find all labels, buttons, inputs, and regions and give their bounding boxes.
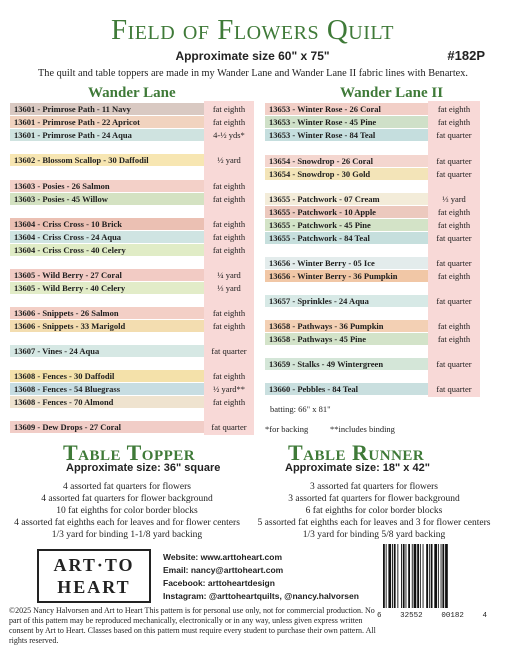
fabric-name: 13602 - Blossom Scallop - 30 Daffodil (14, 155, 149, 165)
barcode-digit-group: 00182 (441, 612, 464, 620)
fabric-name: 13659 - Stalks - 49 Wintergreen (269, 359, 384, 369)
fabric-amount: fat eighth (212, 308, 246, 318)
barcode-digit-group: 4 (482, 612, 487, 620)
barcode-bar (438, 544, 439, 608)
fabric-row (10, 193, 254, 205)
fabric-row (10, 129, 254, 141)
fabric-amount: fat eighth (212, 232, 246, 242)
website-link[interactable]: Website: www.arttoheart.com (163, 552, 283, 562)
requirement-line: 4 assorted fat eighths each for leaves and for flower centers (14, 518, 240, 528)
fabric-row (265, 193, 479, 205)
instagram-link[interactable]: Instagram: @arttoheartquilts, @nancy.halvorsen (163, 591, 359, 601)
barcode (377, 544, 487, 612)
pattern-title: Field of Flowers Quilt (111, 14, 394, 46)
fabric-row (265, 103, 479, 115)
fabric-row (10, 180, 254, 192)
pattern-number: #182P (447, 48, 485, 63)
table-topper-title: Table Topper (63, 440, 196, 465)
fabric-amount: fat eighth (437, 220, 471, 230)
barcode-bar (426, 544, 428, 608)
batting-note: batting: 66" x 81" (270, 404, 331, 414)
intro-text: The quilt and table toppers are made in my Wander Lane and Wander Lane II fabric lines with Benartex. (38, 68, 468, 79)
fabric-row (10, 370, 254, 382)
fabric-row (265, 270, 479, 282)
fabric-row (265, 320, 479, 332)
fabric-amount: fat eighth (437, 271, 471, 281)
requirement-line: 3 assorted fat quarters for flower background (288, 494, 460, 504)
fabric-amount: ½ yard (217, 155, 241, 165)
fabric-row (10, 154, 254, 166)
fabric-name: 13604 - Criss Cross - 40 Celery (14, 245, 126, 255)
barcode-bar (386, 544, 387, 608)
fabric-row (10, 282, 254, 294)
barcode-bar (397, 544, 398, 608)
fabric-amount: fat eighth (437, 334, 471, 344)
barcode-bar (429, 544, 430, 608)
fabric-name: 13657 - Sprinkles - 24 Aqua (269, 296, 369, 306)
fabric-name: 13653 - Winter Rose - 26 Coral (269, 104, 381, 114)
barcode-bar (414, 544, 417, 608)
barcode-bar (445, 544, 448, 608)
fabric-name: 13658 - Pathways - 36 Pumpkin (269, 321, 384, 331)
fabric-row (265, 358, 479, 370)
fabric-amount: fat eighth (437, 207, 471, 217)
fabric-name: 13655 - Patchwork - 10 Apple (269, 207, 376, 217)
table-topper-requirements (12, 481, 242, 541)
fabric-row (265, 206, 479, 218)
table-runner-title: Table Runner (288, 440, 425, 465)
fabric-amount: fat quarter (436, 233, 472, 243)
fabric-row (10, 269, 254, 281)
fabric-amount: fat quarter (436, 258, 472, 268)
barcode-bar (394, 544, 396, 608)
fabric-row (265, 168, 479, 180)
fabric-row (265, 333, 479, 345)
fabric-name: 13653 - Winter Rose - 84 Teal (269, 130, 376, 140)
fabric-name: 13608 - Fences - 30 Daffodil (14, 371, 115, 381)
fabric-amount: fat quarter (436, 359, 472, 369)
barcode-digit-group: 6 (377, 612, 382, 620)
barcode-bar (423, 544, 424, 608)
email-link[interactable]: Email: nancy@arttoheart.com (163, 565, 284, 575)
barcode-bar (408, 544, 410, 608)
logo-line-1: ART·TO (53, 555, 135, 575)
table-topper-size: Approximate size: 36" square (66, 462, 221, 474)
fabric-amount: fat eighth (437, 321, 471, 331)
fabric-amount: fat eighth (212, 245, 246, 255)
art-to-heart-logo (37, 549, 151, 603)
fabric-name: 13654 - Snowdrop - 30 Gold (269, 169, 371, 179)
barcode-bar (420, 544, 421, 608)
requirement-line: 6 fat eighths for color border blocks (305, 506, 443, 516)
fabric-row (265, 129, 479, 141)
fabric-name: 13656 - Winter Berry - 05 Ice (269, 258, 375, 268)
fabric-row (10, 421, 254, 433)
requirement-line: 1/3 yard for binding 5/8 yard backing (302, 530, 446, 540)
fabric-row (265, 257, 479, 269)
barcode-bar (417, 544, 419, 608)
fabric-row (10, 396, 254, 408)
fabric-row (10, 103, 254, 115)
fabric-amount: fat quarter (436, 169, 472, 179)
fabric-name: 13654 - Snowdrop - 26 Coral (269, 156, 373, 166)
requirement-line: 4 assorted fat quarters for flower background (41, 494, 213, 504)
fabric-amount: fat eighth (212, 397, 246, 407)
fabric-amount: fat eighth (212, 371, 246, 381)
copyright-notice: ©2025 Nancy Halvorsen and Art to Heart This pattern is for personal use only, not for commercial production. No part of this pattern may be reproduced mechanically, electronically or in any way, unless given express written consent by Art to Heart. Classes based on this pattern must require every student to purchase their own pattern. All rights reserved. (9, 606, 376, 645)
barcode-bar (403, 544, 405, 608)
fabric-amount: fat eighth (212, 117, 246, 127)
fabric-name: 13658 - Pathways - 45 Pine (269, 334, 367, 344)
barcode-bar (401, 544, 402, 608)
table-runner-size: Approximate size: 18" x 42" (285, 462, 430, 474)
wander-lane-heading: Wander Lane (88, 85, 176, 101)
fabric-row (265, 155, 479, 167)
fabric-name: 13601 - Primrose Path - 24 Aqua (14, 130, 132, 140)
fabric-name: 13608 - Fences - 54 Bluegrass (14, 384, 121, 394)
barcode-digits (377, 612, 487, 620)
fabric-row (10, 383, 254, 395)
fabric-name: 13605 - Wild Berry - 27 Coral (14, 270, 122, 280)
fabric-name: 13656 - Winter Berry - 36 Pumpkin (269, 271, 398, 281)
fabric-name: 13605 - Wild Berry - 40 Celery (14, 283, 126, 293)
fabric-name: 13604 - Criss Cross - 24 Aqua (14, 232, 122, 242)
contact-info (163, 551, 359, 603)
barcode-bar (388, 544, 391, 608)
fabric-row (265, 116, 479, 128)
fabric-name: 13606 - Snippets - 33 Marigold (14, 321, 126, 331)
fabric-name: 13601 - Primrose Path - 11 Navy (14, 104, 131, 114)
fabric-amount: fat eighth (212, 181, 246, 191)
fabric-amount: fat quarter (436, 296, 472, 306)
fabric-amount: fat quarter (211, 422, 247, 432)
fabric-name: 13601 - Primrose Path - 22 Apricot (14, 117, 140, 127)
fabric-row (265, 383, 479, 395)
fabric-amount: fat quarter (436, 156, 472, 166)
fabric-row (10, 345, 254, 357)
logo-line-2: HEART (57, 577, 131, 597)
fabric-amount: ⅓ yard (442, 194, 466, 204)
fabric-name: 13607 - Vines - 24 Aqua (14, 346, 100, 356)
fabric-name: 13655 - Patchwork - 45 Pine (269, 220, 371, 230)
wander-lane-ii-heading: Wander Lane II (340, 85, 444, 101)
fabric-name: 13660 - Pebbles - 84 Teal (269, 384, 359, 394)
fabric-row (265, 295, 479, 307)
binding-note: **includes binding (330, 424, 395, 434)
fabric-name: 13608 - Fences - 70 Almond (14, 397, 114, 407)
fabric-amount: fat quarter (436, 130, 472, 140)
fabric-name: 13606 - Snippets - 26 Salmon (14, 308, 119, 318)
requirement-line: 10 fat eighths for color border blocks (56, 506, 198, 516)
fabric-amount: fat eighth (212, 104, 246, 114)
fabric-amount: fat eighth (212, 219, 246, 229)
fabric-row (265, 219, 479, 231)
table-runner-requirements (248, 481, 500, 541)
fabric-amount: ¼ yard (217, 270, 241, 280)
fabric-amount: fat eighth (212, 194, 246, 204)
fabric-amount: ⅓ yard (217, 283, 241, 293)
fabric-row (10, 244, 254, 256)
fabric-row (10, 320, 254, 332)
fabric-amount: fat eighth (437, 117, 471, 127)
requirement-line: 3 assorted fat quarters for flowers (310, 482, 438, 492)
barcode-bar (441, 544, 442, 608)
barcode-bar (412, 544, 413, 608)
fabric-row (10, 218, 254, 230)
fabric-row (10, 307, 254, 319)
fabric-name: 13609 - Dew Drops - 27 Coral (14, 422, 122, 432)
fabric-amount: fat eighth (212, 321, 246, 331)
fabric-name: 13603 - Posies - 26 Salmon (14, 181, 110, 191)
fabric-name: 13655 - Patchwork - 07 Cream (269, 194, 380, 204)
requirement-line: 4 assorted fat quarters for flowers (63, 482, 191, 492)
requirement-line: 1/3 yard for binding 1-1/8 yard backing (51, 530, 203, 540)
barcode-bar (434, 544, 437, 608)
barcode-bar (392, 544, 393, 608)
fabric-name: 13653 - Winter Rose - 45 Pine (269, 117, 377, 127)
quilt-size: Approximate size 60" x 75" (175, 49, 330, 63)
fabric-row (265, 232, 479, 244)
fabric-name: 13604 - Criss Cross - 10 Brick (14, 219, 122, 229)
requirement-line: 5 assorted fat eighths each for leaves and 3 for flower centers (257, 518, 491, 528)
fabric-amount: fat quarter (436, 384, 472, 394)
right-amount-column (428, 101, 480, 397)
facebook-link[interactable]: Facebook: arttoheartdesign (163, 578, 275, 588)
barcode-bar (442, 544, 444, 608)
fabric-name: 13603 - Posies - 45 Willow (14, 194, 108, 204)
fabric-amount: ½ yard** (212, 384, 246, 394)
barcode-digit-group: 32552 (400, 612, 423, 620)
fabric-amount: fat eighth (437, 104, 471, 114)
backing-note: *for backing (265, 424, 309, 434)
fabric-amount: 4-½ yds* (213, 130, 245, 140)
barcode-bar (383, 544, 385, 608)
fabric-amount: fat quarter (211, 346, 247, 356)
fabric-row (10, 231, 254, 243)
barcode-bar (431, 544, 433, 608)
fabric-row (10, 116, 254, 128)
barcode-bar (406, 544, 407, 608)
fabric-name: 13655 - Patchwork - 84 Teal (269, 233, 370, 243)
